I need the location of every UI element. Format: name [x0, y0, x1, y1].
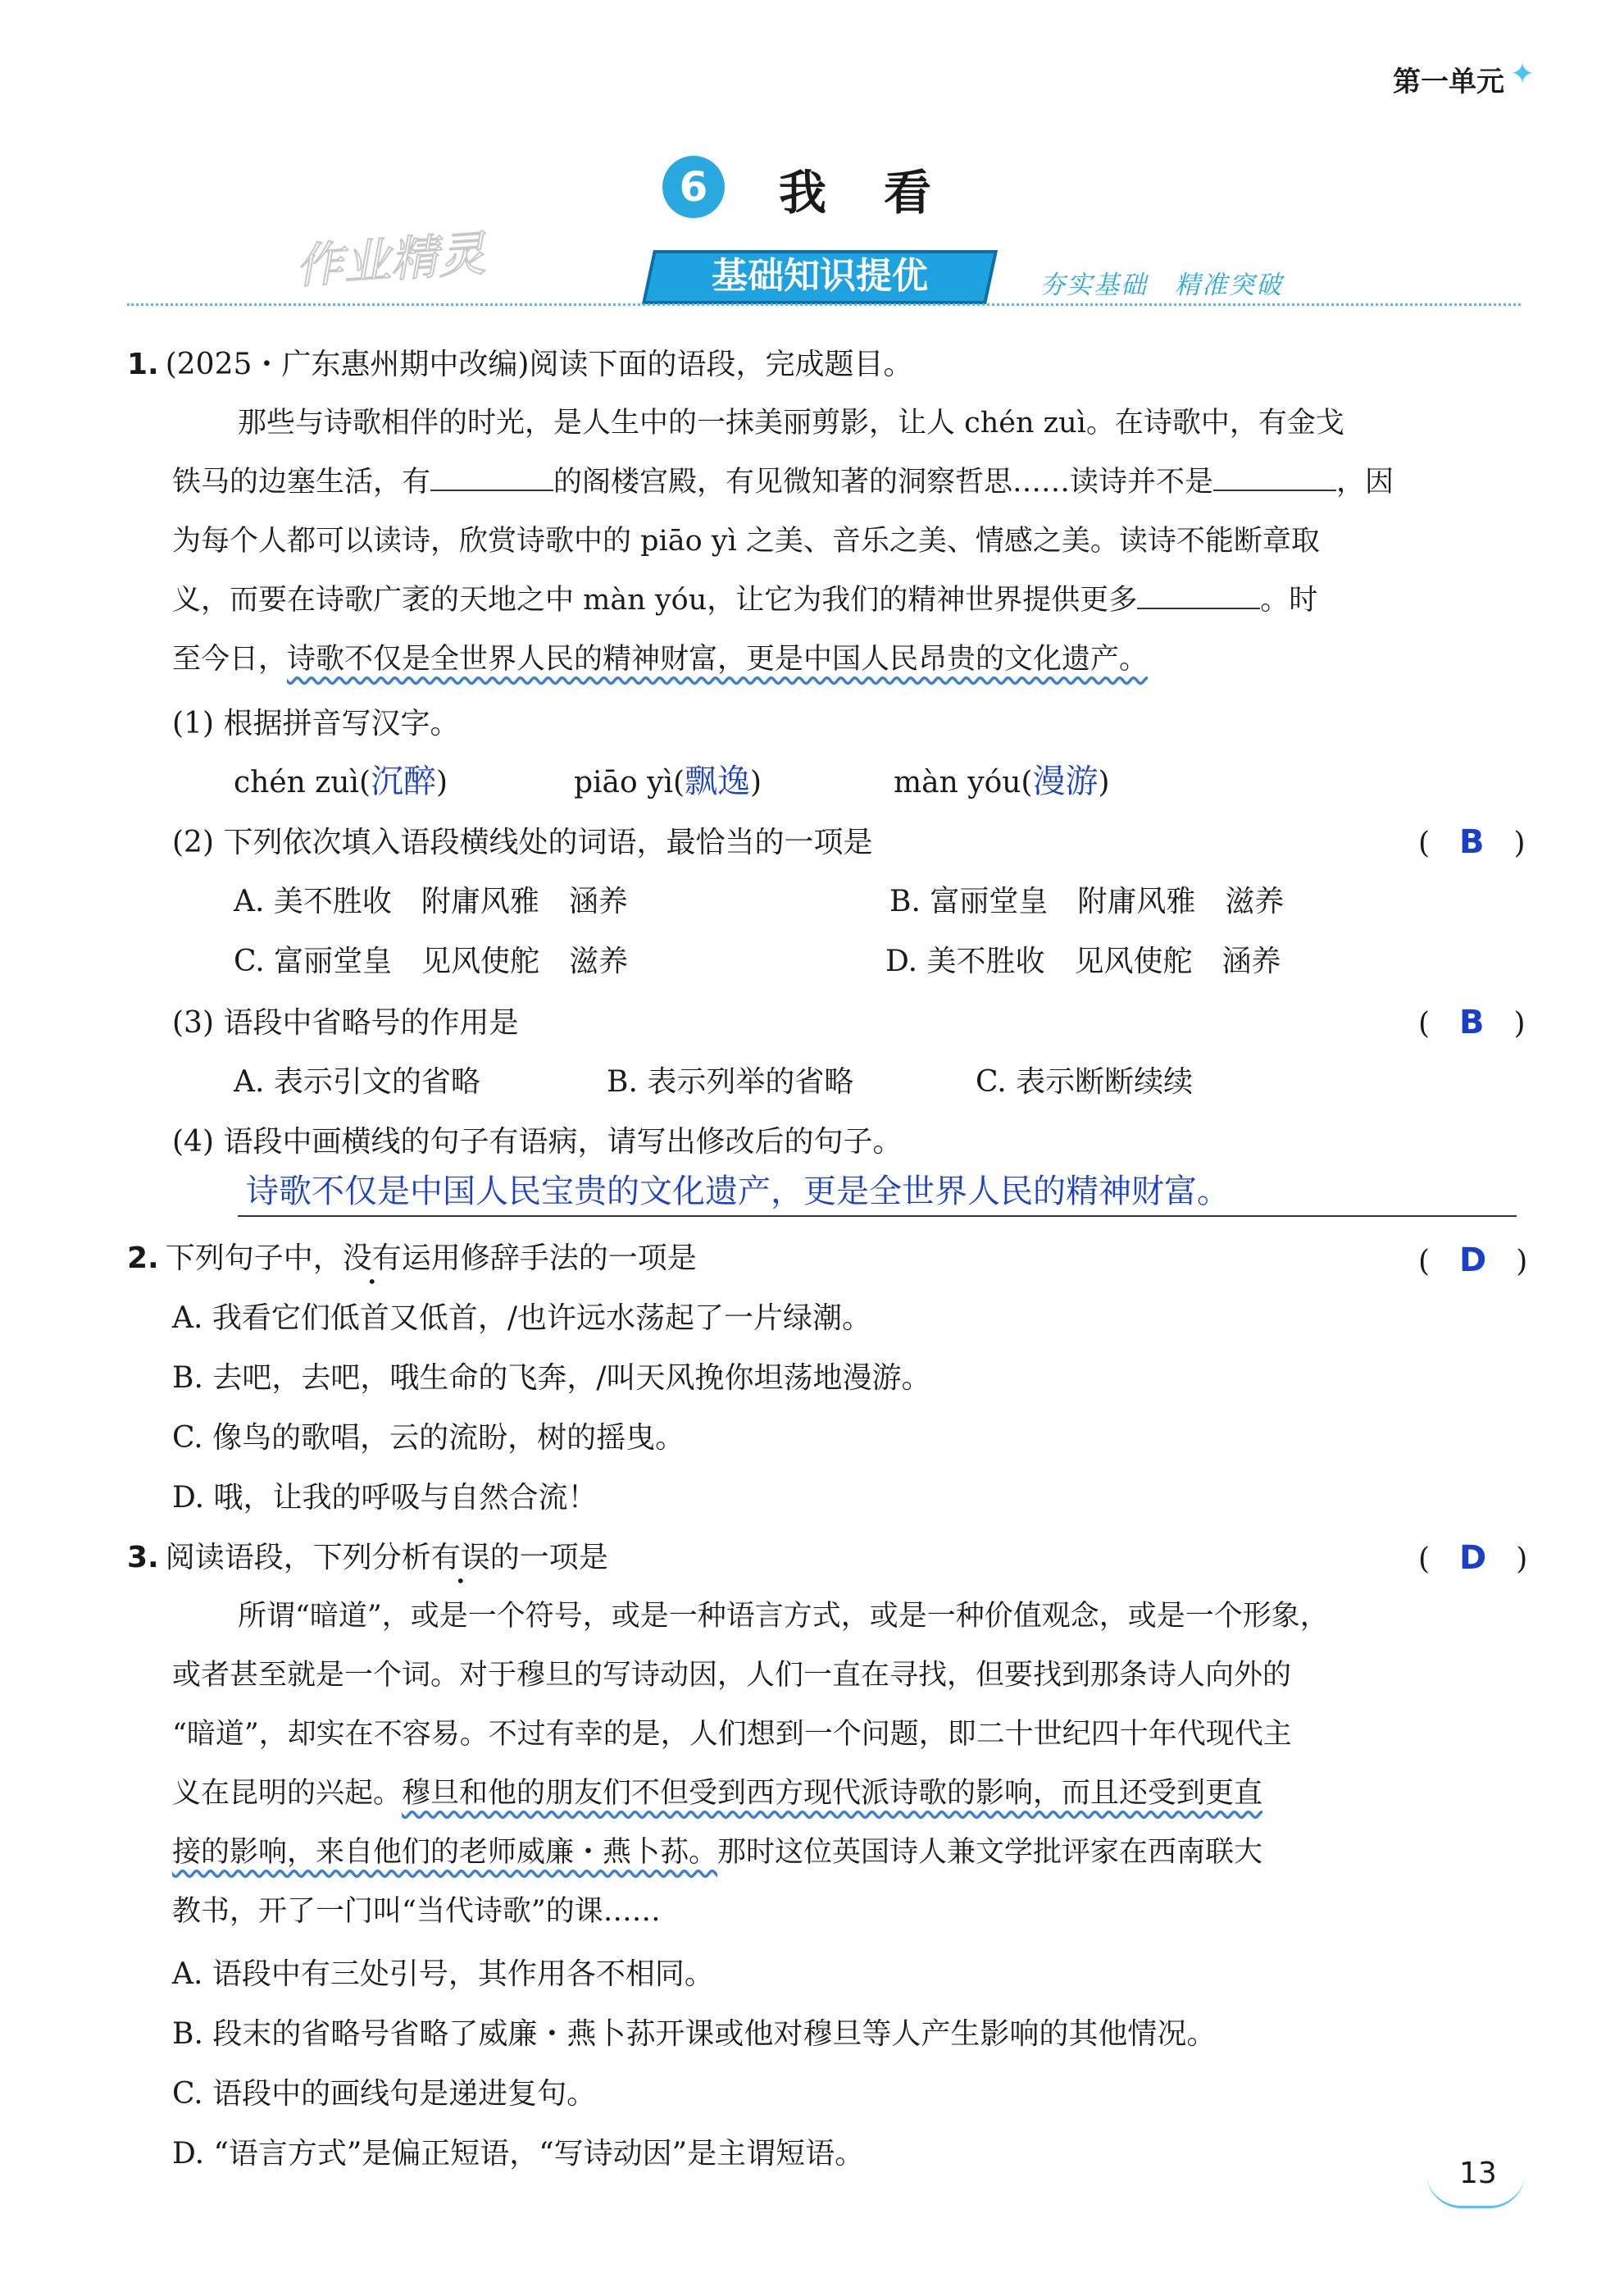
answer-text: 飘逸 — [685, 763, 751, 800]
page-number: 13 — [1459, 2157, 1497, 2190]
option-b: B. 富丽堂皇 附庸风雅 滋养 — [889, 885, 1285, 918]
passage-text: 的阁楼宫殿，有见微知著的洞察哲思……读诗并不是 — [553, 466, 1214, 499]
question-3-stem — [127, 1539, 608, 1577]
lesson-title: 我看 — [779, 165, 989, 221]
answer-letter: D — [1459, 1539, 1487, 1577]
question-1-passage — [172, 394, 1521, 689]
answer-letter: D — [1459, 1241, 1487, 1279]
answer-text: 漫游 — [1032, 763, 1099, 800]
watermark: 作业精灵 — [293, 225, 488, 294]
pinyin-item — [894, 763, 1110, 802]
sub-question-2: (2) 下列依次填入语段横线处的词语，最恰当的一项是 — [172, 826, 873, 859]
option-d: D. 哦，让我的呼吸与自然合流！ — [172, 1481, 598, 1515]
rewrite-answer: 诗歌不仅是中国人民宝贵的文化遗产，更是全世界人民的精神财富。 — [246, 1173, 1230, 1210]
option-a: A. 语段中有三处引号，其作用各不相同。 — [172, 1957, 714, 1991]
option-b: B. 去吧，去吧，哦生命的飞奔，/叫天风挽你坦荡地漫游。 — [172, 1361, 931, 1395]
answer-letter: B — [1459, 823, 1485, 861]
option-a: A. 表示引文的省略 — [234, 1065, 480, 1099]
passage-line: 那些与诗歌相伴的时光，是人生中的一抹美丽剪影，让人 chén zuì。在诗歌中，有金戈 — [238, 407, 1344, 440]
fill-blank — [1213, 465, 1336, 491]
question-text: 运用修辞手法的一项是 — [401, 1241, 697, 1275]
lesson-number: 6 — [662, 156, 725, 218]
question-2-stem — [127, 1240, 697, 1278]
question-number: 2. — [127, 1241, 159, 1275]
passage-line — [172, 1764, 1521, 1823]
question-number: 1. — [127, 348, 159, 381]
paren: ) — [436, 766, 448, 800]
sub-question-4: (4) 语段中画横线的句子有语病，请写出修改后的句子。 — [172, 1125, 903, 1159]
option-d: D. “语言方式”是偏正短语，“写诗动因”是主谓短语。 — [172, 2137, 865, 2171]
underlined-sentence: 诗歌不仅是全世界人民的精神财富，更是中国人民昂贵的文化遗产。 — [287, 643, 1149, 676]
section-divider — [127, 303, 1521, 306]
pinyin-item — [234, 763, 448, 802]
option-a: A. 美不胜收 附庸风雅 涵养 — [234, 885, 628, 918]
fill-blank — [1137, 583, 1260, 609]
fill-blank — [430, 465, 553, 491]
section-subtitle: 夯实基础 精准突破 — [1040, 271, 1283, 300]
passage-text: 铁马的边塞生活，有 — [172, 466, 431, 499]
passage-text: 。时 — [1260, 584, 1318, 617]
question-text: 阅读语段，下列分析 — [165, 1541, 431, 1574]
question-text: 下列句子中， — [165, 1241, 343, 1275]
question-number: 3. — [127, 1541, 159, 1574]
sparkle-icon: ✦ — [1509, 57, 1535, 91]
passage-line: 教书，开了一门叫“当代诗歌”的课…… — [172, 1895, 661, 1928]
answer-bracket: ( B ) — [1418, 1004, 1526, 1041]
passage-text: ，因 — [1336, 466, 1394, 499]
question-text: (2025・广东惠州期中改编)阅读下面的语段，完成题目。 — [165, 348, 913, 381]
answer-bracket: ( D ) — [1418, 1241, 1528, 1279]
passage-line — [172, 453, 1521, 512]
emphasis-text: 有误 — [430, 1541, 490, 1574]
paren: ) — [750, 766, 762, 800]
emphasis-text: 没有 — [342, 1241, 402, 1275]
unit-label: 第一单元 — [1393, 66, 1504, 98]
underlined-sentence: 接的影响，来自他们的老师威廉・燕卜荪。 — [172, 1836, 718, 1869]
answer-bracket: ( B ) — [1418, 823, 1526, 861]
option-c: C. 语段中的画线句是递进复句。 — [172, 2077, 597, 2111]
underlined-sentence: 穆旦和他的朋友们不但受到西方现代派诗歌的影响，而且还受到更直 — [402, 1777, 1263, 1810]
passage-line — [172, 571, 1521, 630]
section-banner: 基础知识提优 — [712, 255, 928, 297]
sub-question-3: (3) 语段中省略号的作用是 — [172, 1006, 519, 1040]
passage-line — [172, 1823, 1521, 1882]
option-c: C. 表示断断续续 — [976, 1065, 1194, 1099]
answer-letter: B — [1459, 1004, 1485, 1041]
passage-text: 那时这位英国诗人兼文学批评家在西南联大 — [717, 1836, 1263, 1869]
sub-question-1: (1) 根据拼音写汉字。 — [172, 707, 460, 740]
paren: ) — [1098, 766, 1110, 800]
passage-text: 义在昆明的兴起。 — [172, 1777, 403, 1810]
question-1-stem — [127, 346, 912, 384]
pinyin-item — [574, 763, 762, 802]
question-text: 的一项是 — [489, 1541, 608, 1574]
passage-line: 为每个人都可以读诗，欣赏诗歌中的 piāo yì 之美、音乐之美、情感之美。读诗不能断章取 — [172, 525, 1320, 558]
option-b: B. 表示列举的省略 — [607, 1065, 854, 1099]
question-3-passage — [172, 1587, 1521, 1941]
passage-text: 义，而要在诗歌广袤的天地之中 màn yóu，让它为我们的精神世界提供更多 — [172, 584, 1138, 617]
passage-line: 所谓“暗道”，或是一个符号，或是一种语言方式，或是一种价值观念，或是一个形象， — [238, 1600, 1329, 1633]
passage-line: “暗道”，却实在不容易。不过有幸的是，人们想到一个问题，即二十世纪四十年代现代主 — [172, 1718, 1292, 1751]
answer-text: 沉醉 — [371, 763, 436, 800]
passage-line — [172, 630, 1521, 689]
option-b: B. 段末的省略号省略了威廉・燕卜荪开课或他对穆旦等人产生影响的其他情况。 — [172, 2017, 1217, 2051]
option-c: C. 像鸟的歌唱，云的流盼，树的摇曳。 — [172, 1421, 685, 1455]
option-c: C. 富丽堂皇 见风使舵 滋养 — [234, 945, 629, 978]
passage-text: 至今日， — [172, 643, 288, 676]
pinyin: piāo yì( — [574, 766, 685, 800]
option-d: D. 美不胜收 见风使舵 涵养 — [885, 945, 1281, 978]
pinyin: màn yóu( — [894, 766, 1033, 800]
answer-bracket: ( D ) — [1418, 1539, 1528, 1577]
pinyin: chén zuì( — [234, 766, 371, 800]
passage-line: 或者甚至就是一个词。对于穆旦的写诗动因，人们一直在寻找，但要找到那条诗人向外的 — [172, 1659, 1292, 1692]
option-a: A. 我看它们低首又低首，/也许远水荡起了一片绿潮。 — [172, 1301, 872, 1335]
